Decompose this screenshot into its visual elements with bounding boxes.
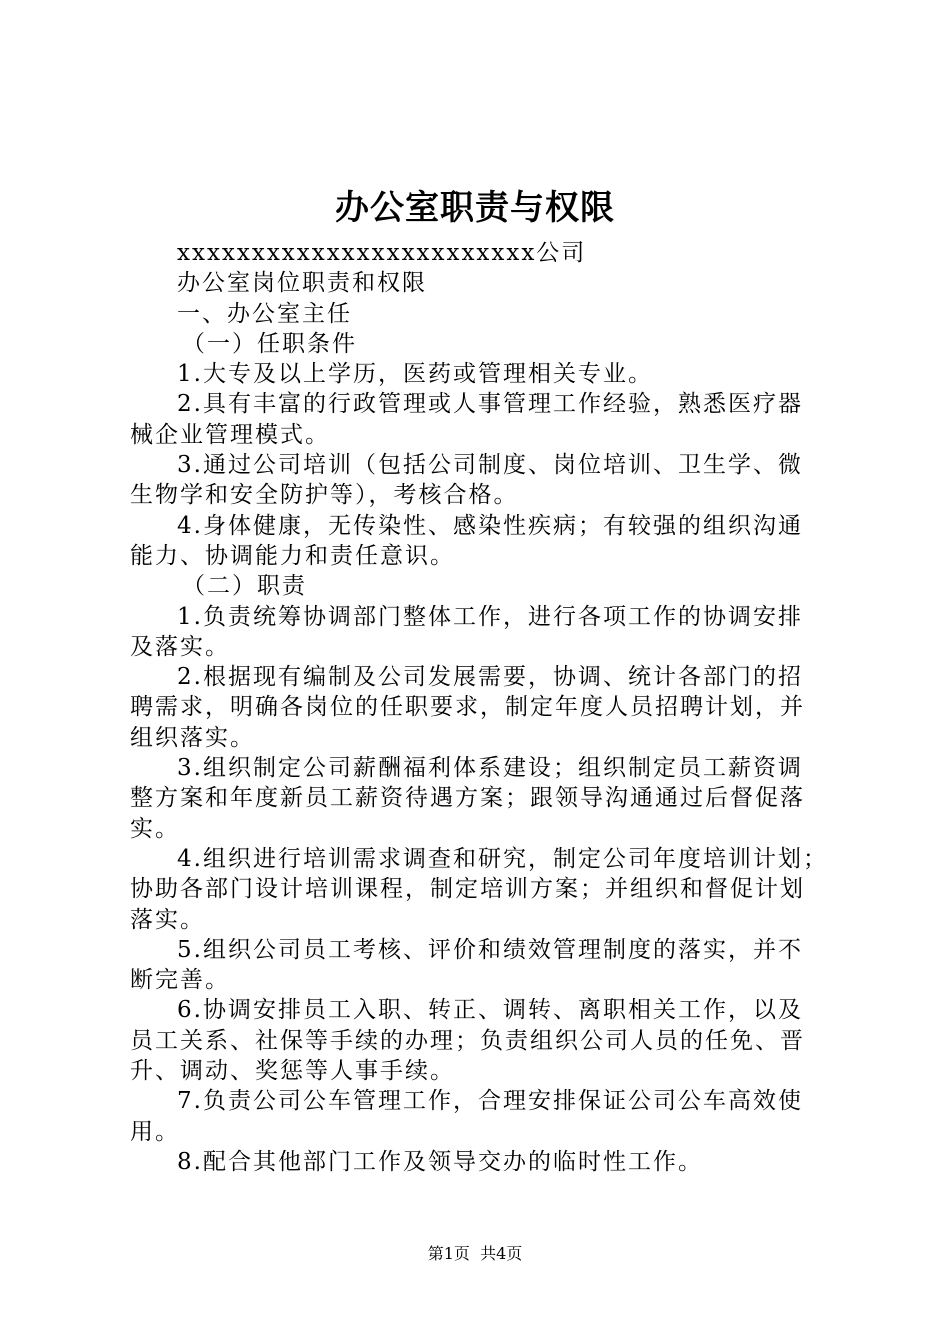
body-line: （一）任职条件 [182, 330, 357, 357]
body-line: 5.组织公司员工考核、评价和绩效管理制度的落实，并不 [177, 936, 803, 963]
body-line: 生物学和安全防护等），考核合格。 [130, 482, 519, 509]
document-title: 办公室职责与权限 [335, 188, 615, 228]
body-line: 1.负责统筹协调部门整体工作，进行各项工作的协调安排 [177, 603, 803, 630]
body-line: 7.负责公司公车管理工作，合理安排保证公司公车高效使 [177, 1088, 803, 1115]
body-line: 实。 [130, 815, 180, 842]
body-line: 械企业管理模式。 [130, 421, 330, 448]
page-footer: 第1页 共4页 [427, 1244, 523, 1263]
body-line: 升、调动、奖惩等人事手续。 [130, 1058, 455, 1085]
body-line: 1.大专及以上学历，医药或管理相关专业。 [177, 361, 653, 388]
body-line: 协助各部门设计培训课程，制定培训方案；并组织和督促计划 [130, 876, 805, 903]
body-line: 用。 [130, 1118, 180, 1145]
body-line: 落实。 [130, 906, 205, 933]
body-line: 聘需求，明确各岗位的任职要求，制定年度人员招聘计划，并 [130, 694, 805, 721]
body-line: （二）职责 [182, 573, 307, 600]
body-line: xxxxxxxxxxxxxxxxxxxxxxxx公司 [177, 240, 587, 266]
body-line: 2.具有丰富的行政管理或人事管理工作经验，熟悉医疗器 [177, 391, 803, 418]
body-line: 办公室岗位职责和权限 [177, 270, 427, 297]
body-line: 组织落实。 [130, 724, 255, 751]
body-line: 能力、协调能力和责任意识。 [130, 542, 455, 569]
body-line: 4.组织进行培训需求调查和研究，制定公司年度培训计划； [177, 845, 828, 872]
body-line: 员工关系、社保等手续的办理；负责组织公司人员的任免、晋 [130, 1027, 805, 1054]
body-line: 整方案和年度新员工薪资待遇方案；跟领导沟通通过后督促落 [130, 785, 805, 812]
body-line: 3.组织制定公司薪酬福利体系建设；组织制定员工薪资调 [177, 755, 803, 782]
body-line: 断完善。 [130, 967, 230, 994]
body-line: 6.协调安排员工入职、转正、调转、离职相关工作，以及 [177, 997, 803, 1024]
body-line: 2.根据现有编制及公司发展需要，协调、统计各部门的招 [177, 664, 803, 691]
body-line: 3.通过公司培训（包括公司制度、岗位培训、卫生学、微 [177, 452, 803, 479]
body-line: 一、办公室主任 [177, 300, 352, 327]
document-body [130, 238, 840, 1177]
body-line: 8.配合其他部门工作及领导交办的临时性工作。 [177, 1148, 703, 1175]
body-line: 及落实。 [130, 633, 230, 660]
body-line: 4.身体健康，无传染性、感染性疾病；有较强的组织沟通 [177, 512, 803, 539]
